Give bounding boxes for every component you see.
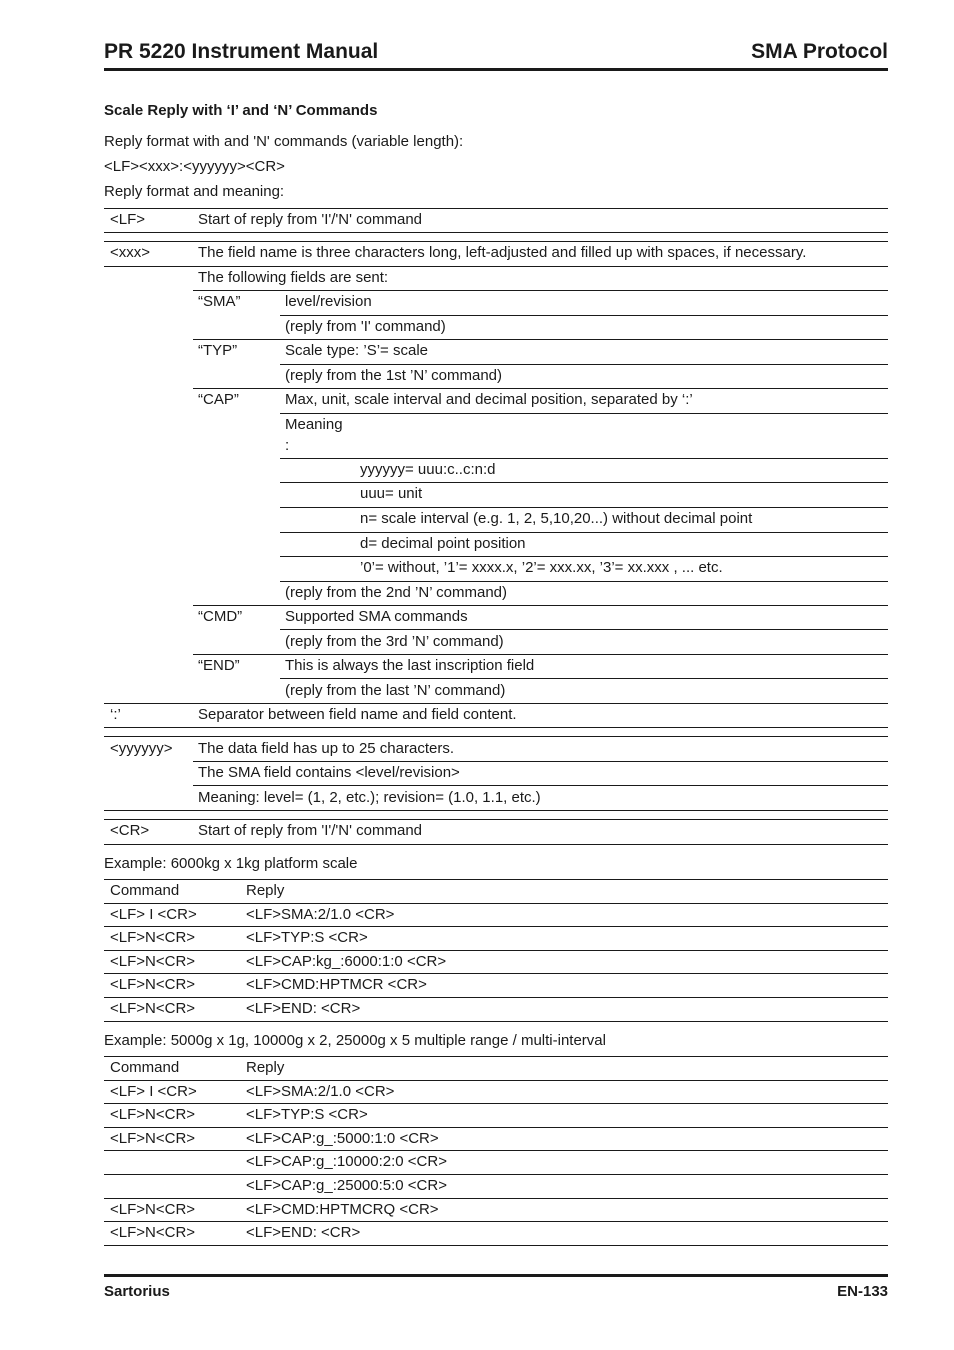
rule	[104, 266, 888, 267]
example2-caption: Example: 5000g x 1g, 10000g x 2, 25000g x 5 multiple range / multi-interval	[104, 1032, 606, 1049]
rule	[104, 819, 888, 820]
yyyyyy-desc-2: The SMA field contains <level/revision>	[198, 764, 460, 781]
key-cr: <CR>	[110, 822, 150, 839]
cmd-desc-2: (reply from the 3rd ’N’ command)	[285, 633, 504, 650]
rule	[104, 1056, 888, 1057]
rule	[280, 458, 888, 459]
rule	[104, 1021, 888, 1022]
page-footer	[104, 1274, 888, 1300]
key-lf: <LF>	[110, 211, 146, 228]
page-number: EN-133	[837, 1283, 888, 1300]
rule	[104, 736, 888, 737]
desc-cr: Start of reply from 'I'/'N' command	[198, 822, 423, 839]
key-separator: ‘:’	[110, 706, 121, 723]
header-command: Command	[110, 882, 180, 899]
yyyyyy-desc-3: Meaning: level= (1, 2, etc.); revision= (1.0, 1.1, etc.)	[198, 789, 541, 806]
reply-cell: <LF>END: <CR>	[246, 1000, 361, 1017]
following-fields: The following fields are sent:	[198, 269, 389, 286]
typ-desc-1: Scale type: ’S’= scale	[285, 342, 428, 359]
command-cell: <LF>N<CR>	[110, 1200, 196, 1218]
rule	[193, 290, 888, 291]
section-name: SMA Protocol	[751, 40, 888, 63]
typ-desc-2: (reply from the 1st ’N’ command)	[285, 367, 503, 384]
cap-meaning-5: ’0’= without, ’1’= xxxx.x, ’2’= xxx.xx, ’3’= xx.xxx , ... etc.	[360, 559, 723, 576]
rule	[104, 1150, 888, 1151]
sma-desc-2: (reply from 'I' command)	[285, 318, 446, 335]
reply-cell: <LF>CAP:g_:10000:2:0 <CR>	[246, 1153, 447, 1171]
rule	[193, 654, 888, 655]
reply-cell: <LF>TYP:S <CR>	[246, 1106, 368, 1124]
rule	[193, 761, 888, 762]
rule	[104, 1245, 888, 1246]
company-name: Sartorius	[104, 1283, 170, 1300]
reply-cell: <LF>CMD:HPTMCRQ <CR>	[246, 1200, 439, 1218]
command-cell: <LF>N<CR>	[110, 1106, 196, 1124]
cap-meaning-3: n= scale interval (e.g. 1, 2, 5,10,20...) without decimal point	[360, 510, 753, 527]
reply-cell: <LF>END: <CR>	[246, 1224, 361, 1242]
field-cap: “CAP”	[198, 391, 239, 408]
header-command: Command	[110, 1059, 180, 1076]
field-sma: “SMA”	[198, 293, 241, 310]
rule	[104, 241, 888, 242]
command-cell: <LF>N<CR>	[110, 952, 196, 970]
end-desc-1: This is always the last inscription field	[285, 657, 535, 674]
rule	[104, 1080, 888, 1081]
rule	[104, 903, 888, 904]
reply-cell: <LF>CAP:g_:25000:5:0 <CR>	[246, 1177, 447, 1194]
desc-lf: Start of reply from 'I'/'N' command	[198, 211, 423, 228]
key-xxx: <xxx>	[110, 244, 151, 261]
rule	[104, 232, 888, 233]
example1-caption: Example: 6000kg x 1kg platform scale	[104, 855, 358, 872]
command-cell: <LF> I <CR>	[110, 905, 197, 923]
rule	[104, 1127, 888, 1128]
rule	[104, 1198, 888, 1199]
command-cell: <LF> I <CR>	[110, 1082, 197, 1100]
rule	[280, 629, 888, 630]
cap-meaning-4: d= decimal point position	[360, 535, 526, 552]
rule	[104, 879, 888, 880]
rule	[280, 413, 888, 414]
header-reply: Reply	[246, 882, 285, 899]
field-typ: “TYP”	[198, 342, 238, 359]
manual-page	[104, 40, 888, 71]
rule	[280, 315, 888, 316]
cap-desc-1: Max, unit, scale interval and decimal position, separated by ‘:’	[285, 391, 693, 408]
cmd-desc-1: Supported SMA commands	[285, 608, 468, 625]
rule	[104, 926, 888, 927]
reply-cell: <LF>TYP:S <CR>	[246, 929, 368, 947]
reply-cell: <LF>SMA:2/1.0 <CR>	[246, 1082, 395, 1100]
rule	[104, 950, 888, 951]
desc-xxx: The field name is three characters long, left-adjusted and filled up with spaces, if necessary.	[198, 244, 807, 261]
page-header	[104, 40, 888, 71]
command-cell: <LF>N<CR>	[110, 976, 196, 994]
yyyyyy-desc-1: The data field has up to 25 characters.	[198, 740, 454, 757]
rule	[104, 810, 888, 811]
rule	[193, 339, 888, 340]
rule	[280, 482, 888, 483]
field-end: “END”	[198, 657, 240, 674]
command-cell: <LF>N<CR>	[110, 1224, 196, 1242]
sma-desc-1: level/revision	[285, 293, 372, 310]
rule	[193, 785, 888, 786]
reply-cell: <LF>SMA:2/1.0 <CR>	[246, 905, 395, 923]
rule	[280, 556, 888, 557]
rule	[104, 1103, 888, 1104]
command-cell: <LF>N<CR>	[110, 1129, 196, 1147]
rule	[193, 605, 888, 606]
section-title: Scale Reply with ‘I’ and ‘N’ Commands	[104, 102, 378, 119]
reply-cell: <LF>CAP:kg_:6000:1:0 <CR>	[246, 952, 447, 970]
rule	[280, 532, 888, 533]
header-reply: Reply	[246, 1059, 285, 1076]
command-cell: <LF>N<CR>	[110, 929, 196, 947]
reply-cell: <LF>CMD:HPTMCR <CR>	[246, 976, 427, 994]
desc-separator: Separator between field name and field content.	[198, 706, 517, 723]
reply-cell: <LF>CAP:g_:5000:1:0 <CR>	[246, 1129, 439, 1147]
rule	[193, 388, 888, 389]
rule	[280, 364, 888, 365]
intro-line-1: Reply format with and 'N' commands (variable length):	[104, 133, 464, 150]
rule	[104, 208, 888, 209]
intro-line-2: <LF><xxx>:<yyyyyy><CR>	[104, 158, 285, 175]
cap-meaning: Meaning	[285, 416, 343, 433]
field-cmd: “CMD”	[198, 608, 243, 625]
rule	[280, 678, 888, 679]
rule	[104, 997, 888, 998]
rule	[104, 703, 888, 704]
rule	[104, 727, 888, 728]
cap-meaning-2: uuu= unit	[360, 485, 423, 502]
manual-title: PR 5220 Instrument Manual	[104, 40, 379, 63]
cap-meaning-1: yyyyyy= uuu:c..c:n:d	[360, 461, 496, 478]
rule	[280, 581, 888, 582]
intro-line-3: Reply format and meaning:	[104, 183, 285, 200]
rule	[104, 844, 888, 845]
end-desc-2: (reply from the last ’N’ command)	[285, 682, 506, 699]
command-cell: <LF>N<CR>	[110, 1000, 196, 1017]
cap-desc-2: (reply from the 2nd ’N’ command)	[285, 584, 508, 601]
cap-meaning-colon: :	[285, 437, 290, 454]
rule	[104, 1174, 888, 1175]
rule	[104, 1221, 888, 1222]
rule	[104, 973, 888, 974]
key-yyyyyy: <yyyyyy>	[110, 740, 173, 757]
rule	[280, 507, 888, 508]
